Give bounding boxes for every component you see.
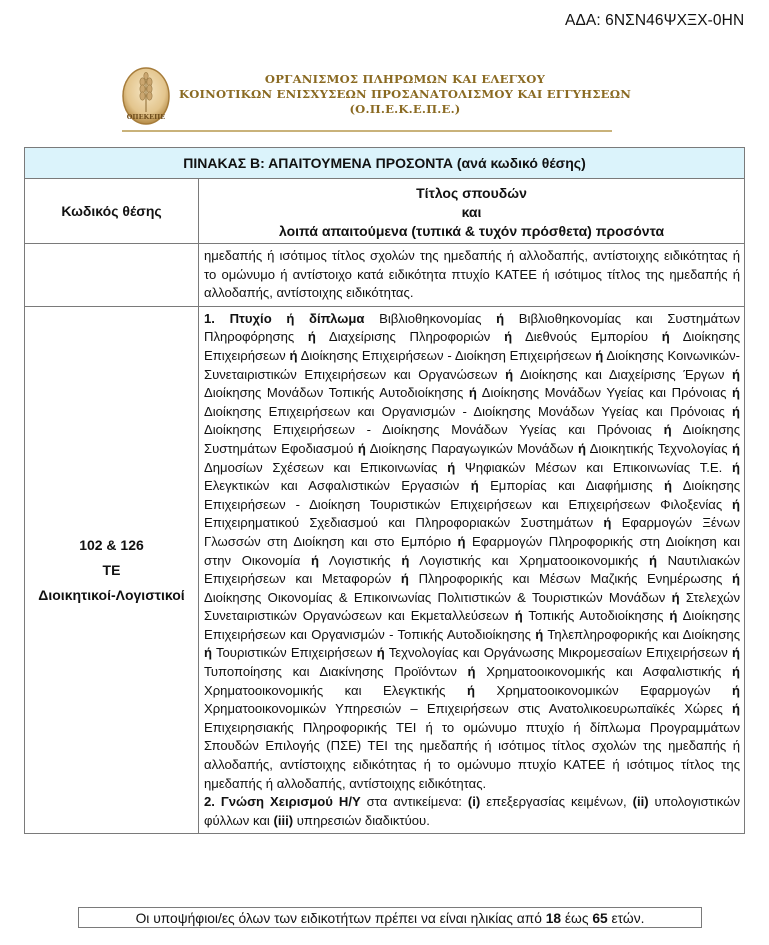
- degree-name: Βιβλιοθηκονομίας: [379, 310, 482, 326]
- footer-text: ετών.: [607, 911, 645, 926]
- or-connector: ή: [466, 682, 475, 698]
- header-line-1: Τίτλος σπουδών: [416, 184, 527, 201]
- or-connector: ή: [663, 422, 672, 438]
- or-connector: ή: [400, 571, 409, 587]
- or-connector: ή: [595, 347, 604, 363]
- table-title: [25, 148, 745, 179]
- degree-name: Διοίκησης Μονάδων Υγείας και Πρόνοιας: [481, 385, 727, 401]
- or-connector: ή: [732, 645, 741, 661]
- or-connector: ή: [376, 645, 385, 661]
- or-connector: ή: [664, 478, 673, 494]
- or-connector: ή: [457, 533, 466, 549]
- or-connector: ή: [535, 626, 544, 642]
- qualifications-table: [24, 147, 745, 834]
- or-connector: ή: [401, 552, 410, 568]
- degree-name: Διοίκησης Κοινωνικών- Συνεταιριστικών Επιχειρήσεων και Οργανώσεων: [204, 347, 741, 382]
- or-connector: ή: [732, 403, 741, 419]
- degree-name: Διοίκησης Συστημάτων Εφοδιασμού: [204, 422, 741, 456]
- degree-name: Βιβλιοθηκονομίας και Συστημάτων Πληροφόρησης: [204, 310, 740, 345]
- degree-name: Ψηφιακών Μέσων και Επικοινωνίας Τ.Ε.: [464, 459, 723, 475]
- or-connector: ή: [648, 552, 657, 568]
- degree-name: Διοίκησης Επιχειρήσεων - Διοίκηση Επιχειρήσεων: [300, 347, 592, 363]
- empty-code-cell: [25, 244, 199, 307]
- position-specialty: Διοικητικοί-Λογιστικοί: [38, 586, 185, 603]
- logo-text: ΟΠΕΚΕΠΕ: [126, 113, 166, 121]
- or-connector: ή: [204, 645, 212, 661]
- max-age: 65: [592, 911, 608, 926]
- degree-name: Διοίκησης Επιχειρήσεων και Οργανισμών - Τοπικής Αυτοδιοίκησης: [204, 608, 741, 642]
- degree-name: Δημοσίων Σχέσεων και Επικοινωνίας: [204, 459, 438, 475]
- or-connector: ή: [447, 459, 456, 475]
- item-1-label: 1. Πτυχίο ή δίπλωμα: [204, 310, 365, 326]
- degree-name: Τηλεπληροφορικής και Διοίκησης: [547, 626, 741, 642]
- degree-name: Πληροφορικής και Μέσων Μαζικής Ενημέρωσης: [418, 571, 733, 587]
- or-connector: ή: [669, 608, 678, 624]
- degree-name: Διοίκησης Επιχειρήσεων - Διοίκησης Μονάδων Υγείας και Πρόνοιας: [204, 422, 664, 438]
- or-connector: ή: [732, 682, 741, 698]
- degree-name: Διοίκησης Παραγωγικών Μονάδων: [369, 440, 574, 456]
- or-connector: ή: [310, 552, 319, 568]
- or-connector: ή: [496, 310, 505, 326]
- degree-name: Επιχειρησιακής Πληροφορικής ΤΕΙ: [204, 719, 426, 735]
- header-divider: [122, 130, 612, 132]
- degree-name: Χρηματοοικονομικής και Ελεγκτικής: [204, 682, 446, 698]
- or-connector: ή: [732, 440, 740, 456]
- footer-text: Οι υποψήφιοι/ες όλων των ειδικοτήτων πρέπει να είναι ηλικίας από: [135, 911, 546, 926]
- degree-name: Τεχνολογίας και Οργάνωσης Μικρομεσαίων Επιχειρήσεων: [388, 645, 728, 661]
- min-age: 18: [545, 911, 562, 926]
- org-line-2: ΚΟΙΝΟΤΙΚΩΝ ΕΝΙΣΧΥΣΕΩΝ ΠΡΟΣΑΝΑΤΟΛΙΣΜΟΥ ΚΑΙ ΕΓΓΥΗΣΕΩΝ: [178, 87, 632, 101]
- degree-name: Στελεχών Συνεταιριστικών Οργανώσεων και Εκμεταλλεύσεων: [204, 589, 741, 624]
- or-connector: ή: [514, 608, 523, 624]
- degree-name: Εφαρμογών Ξένων Γλωσσών στη Διοίκηση και στο Εμπόριο: [204, 515, 741, 549]
- item-2-label: 2. Γνώση Χειρισμού Η/Υ: [204, 794, 361, 810]
- or-connector: ή: [504, 329, 513, 345]
- item-2-marker-iii: (iii): [273, 812, 294, 828]
- item-1-tail: ή το ομώνυμο πτυχίο ή δίπλωμα Προγραμμάτων Σπουδών Επιλογής (ΠΣΕ) ΤΕΙ της ημεδαπής ή ισότιμος τίτλος σχολών της ημεδαπής ή αλλοδαπής, αντίστοιχης ειδικότητας ή το ομώνυμο πτυχίο ΚΑΤΕΕ ή ισότιμος τίτλος της ημεδαπής ή αλλοδαπής, αντίστοιχης ειδικότητας.: [204, 719, 741, 791]
- column-header-qualifications: [199, 179, 745, 244]
- qualifications-cell: [199, 306, 745, 834]
- or-connector: ή: [468, 385, 477, 401]
- or-connector: ή: [467, 664, 476, 680]
- or-connector: ή: [577, 440, 586, 456]
- degree-name: Ελεγκτικών και Ασφαλιστικών Εργασιών: [204, 478, 460, 494]
- degree-list: [204, 311, 740, 735]
- degree-name: Χρηματοοικονομικής και Ασφαλιστικής: [486, 664, 722, 680]
- degree-name: Χρηματοοικονομικών Υπηρεσιών – Επιχειρήσεων στις Ανατολικοευρωπαϊκές Χώρες: [204, 701, 723, 717]
- degree-name: Λογιστικής: [328, 552, 391, 568]
- item-2-text: στα αντικείμενα:: [360, 794, 468, 810]
- or-connector: ή: [732, 664, 741, 680]
- degree-name: Διοίκησης Μονάδων Τοπικής Αυτοδιοίκησης: [204, 385, 464, 401]
- or-connector: ή: [732, 701, 741, 717]
- degree-name: Εφαρμογών Πληροφορικής στη Διοίκηση και στην Οικονομία: [204, 533, 741, 568]
- degree-name: Διαχείρισης Πληροφοριών: [328, 329, 491, 345]
- opekepe-wheat-logo-icon: [121, 66, 171, 126]
- or-connector: ή: [470, 478, 479, 494]
- ada-code: ΑΔΑ: 6ΝΣΝ46ΨΧΞΧ-0ΗΝ: [565, 12, 745, 29]
- or-connector: ή: [732, 366, 741, 382]
- table-title-main: ΠΙΝΑΚΑΣ Β: ΑΠΑΙΤΟΥΜΕΝΑ ΠΡΟΣΟΝΤΑ: [183, 155, 453, 171]
- or-connector: ή: [357, 440, 366, 456]
- degree-name: Ναυτιλιακών Επιχειρήσεων και Μεταφορών: [204, 552, 741, 587]
- degree-name: Διοικητικής Τεχνολογίας: [589, 440, 728, 456]
- or-connector: ή: [671, 589, 680, 605]
- or-connector: ή: [732, 459, 741, 475]
- table-title-row: [25, 148, 745, 179]
- degree-name: Διοίκησης και Διαχείρισης Έργων: [520, 366, 725, 382]
- item-2-text: επεξεργασίας κειμένων,: [480, 794, 633, 810]
- or-connector: ή: [307, 329, 316, 345]
- degree-name: Τουριστικών Επιχειρήσεων: [215, 645, 373, 661]
- qualification-item-1: [204, 311, 740, 791]
- item-2-marker-i: (i): [467, 794, 481, 810]
- age-requirement-note: [78, 907, 702, 928]
- degree-name: Τυποποίησης και Διακίνησης Προϊόντων: [204, 664, 457, 680]
- or-connector: ή: [732, 571, 741, 587]
- degree-name: Χρηματοοικονομικών Εφαρμογών: [496, 682, 711, 698]
- header-line-2: και: [461, 203, 482, 220]
- table-title-suffix: (ανά κωδικό θέσης): [456, 155, 586, 171]
- table-header-row: [25, 179, 745, 244]
- or-connector: ή: [505, 366, 514, 382]
- or-connector: ή: [289, 347, 298, 363]
- org-line-3: (Ο.Π.Ε.Κ.Ε.Π.Ε.): [349, 102, 461, 116]
- or-connector: ή: [661, 329, 670, 345]
- degree-name: Διοίκησης Επιχειρήσεων: [204, 329, 741, 363]
- degree-name: Διοίκησης Επιχειρήσεων - Διοίκηση Τουριστικών Επιχειρήσεων και Επιχειρήσεων Φιλοξενίας: [204, 478, 741, 512]
- continuation-text: ημεδαπής ή ισότιμος τίτλος σχολών της ημεδαπής ή αλλοδαπής, αντίστοιχης ειδικότητας ή το ομώνυμο ή αντίστοιχο κατά ειδικότητα πτυχίο ΚΑΤΕΕ ή ισότιμος τίτλος της ημεδαπής ή αλλοδαπής, αντίστοιχης ειδικότητας.: [199, 244, 745, 307]
- position-category: ΤΕ: [102, 561, 121, 578]
- org-line-1: ΟΡΓΑΝΙΣΜΟΣ ΠΛΗΡΩΜΩΝ ΚΑΙ ΕΛΕΓΧΟΥ: [264, 72, 546, 86]
- organization-name: [170, 72, 640, 117]
- qualification-item-2: [204, 794, 740, 828]
- item-2-text: υπολογιστικών φύλλων και: [204, 794, 741, 828]
- degree-name: Λογιστικής και Χρηματοοικονομικής: [419, 552, 639, 568]
- degree-name: Διοίκησης Επιχειρήσεων και Οργανισμών - Διοίκησης Μονάδων Υγείας και Πρόνοιας: [204, 403, 725, 419]
- column-header-code: Κωδικός θέσης: [25, 179, 199, 244]
- table-row-continuation: [25, 244, 745, 307]
- position-code-cell: [25, 306, 199, 834]
- item-2-text: υπηρεσιών διαδικτύου.: [293, 812, 430, 828]
- or-connector: ή: [603, 515, 612, 531]
- item-2-marker-ii: (ii): [632, 794, 649, 810]
- header-line-3: λοιπά απαιτούμενα (τυπικά & τυχόν πρόσθετα) προσόντα: [278, 222, 665, 239]
- table-row: [25, 306, 745, 834]
- degree-name: Επιχειρηματικού Σχεδιασμού και Πληροφοριακών Συστημάτων: [204, 515, 594, 531]
- degree-name: Εμπορίας και Διαφήμισης: [490, 478, 653, 494]
- degree-name: Διεθνούς Εμπορίου: [525, 329, 649, 345]
- position-code: 102 & 126: [79, 536, 144, 553]
- footer-text: έως: [561, 911, 593, 926]
- degree-name: Τοπικής Αυτοδιοίκησης: [528, 608, 664, 624]
- degree-name: Διοίκησης Οικονομίας & Επικοινωνίας Πολιτιστικών & Τουριστικών Μονάδων: [204, 589, 666, 605]
- or-connector: ή: [732, 385, 741, 401]
- or-connector: ή: [732, 496, 741, 512]
